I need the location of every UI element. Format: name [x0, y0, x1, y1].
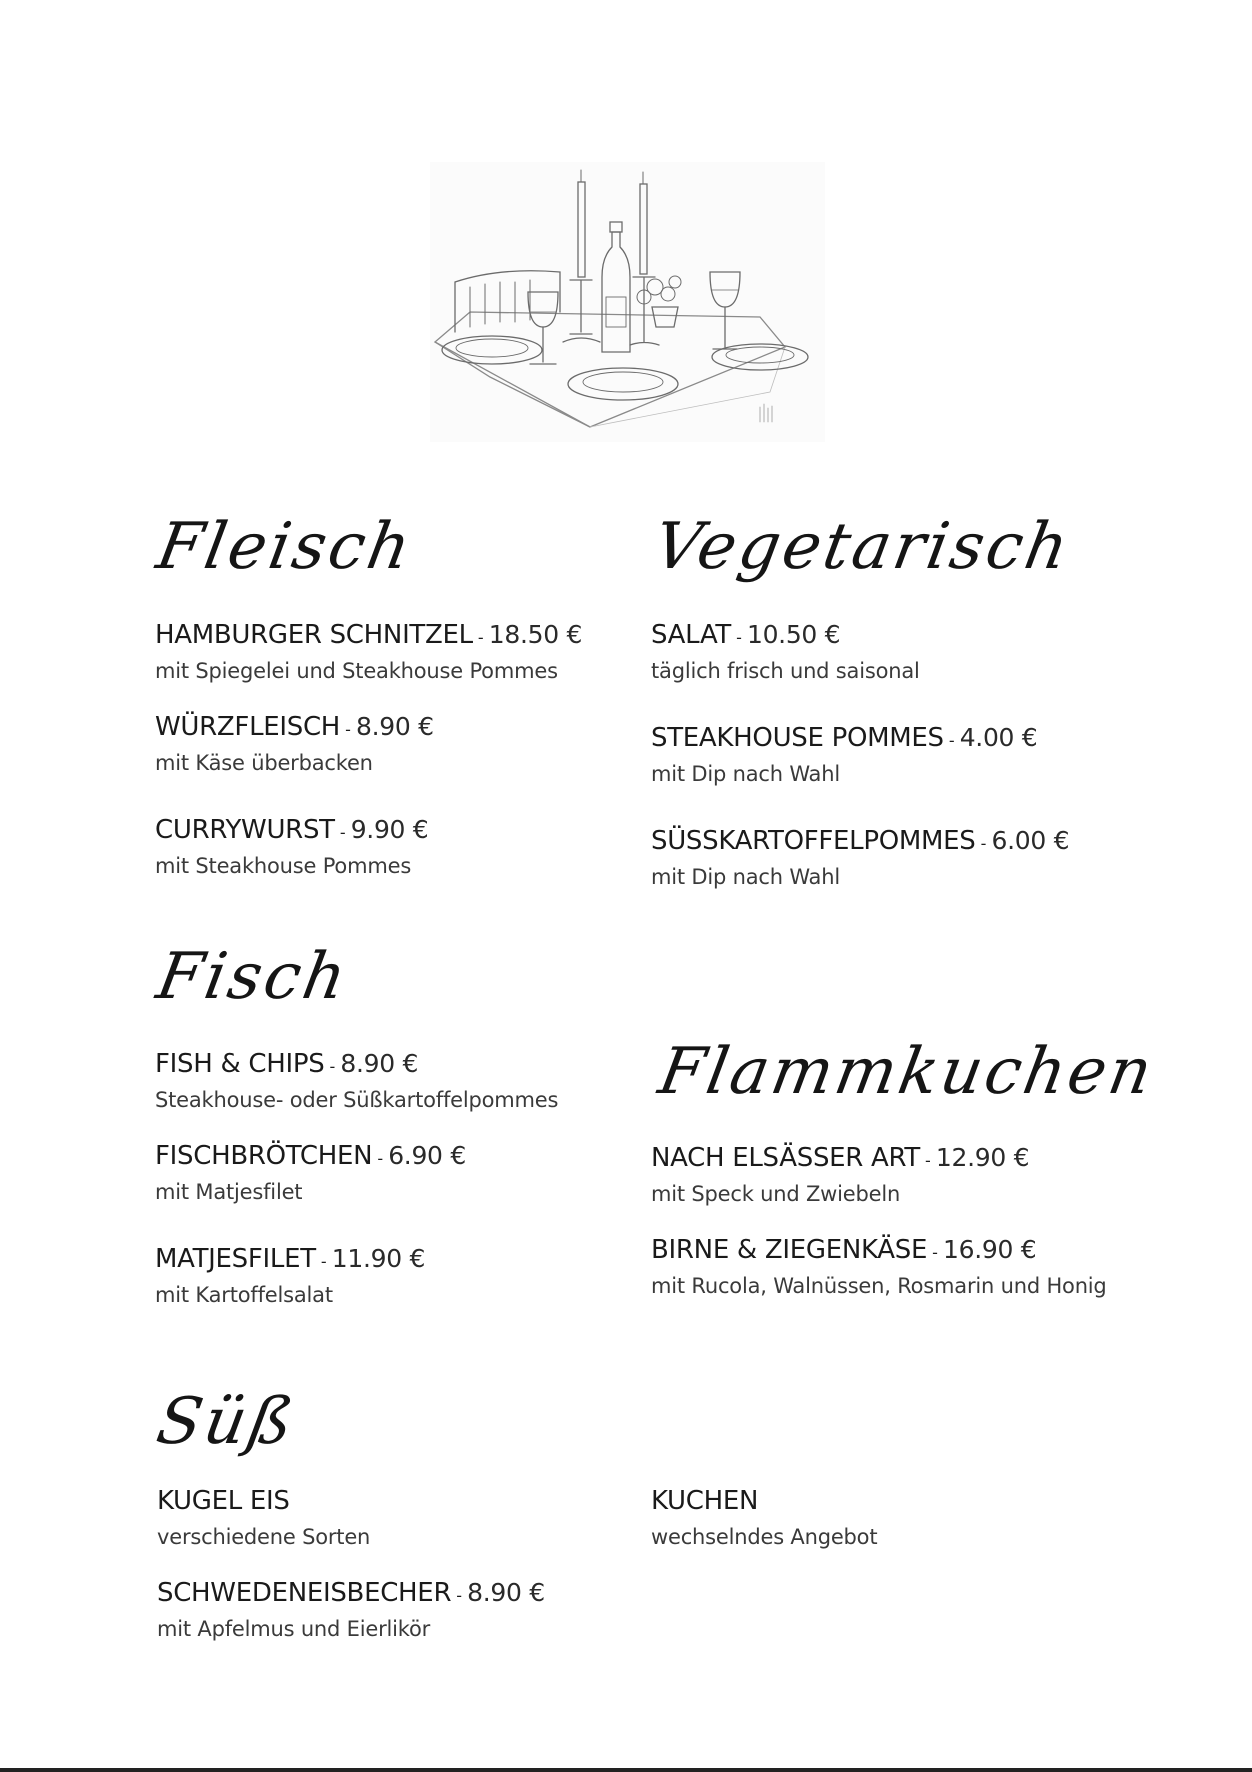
item-price: 6.90 €: [388, 1141, 466, 1170]
price-separator: -: [315, 1252, 332, 1271]
price-separator: -: [451, 1586, 468, 1605]
price-separator: -: [334, 823, 351, 842]
price-separator: -: [927, 1243, 944, 1262]
item-description: mit Steakhouse Pommes: [155, 854, 412, 879]
price-separator: -: [943, 731, 960, 750]
section-title-vegetarisch: Vegetarisch: [648, 510, 1077, 584]
item-name: CURRYWURST: [155, 815, 335, 845]
item-name: BIRNE & ZIEGENKÄSE: [651, 1235, 928, 1265]
item-description: mit Dip nach Wahl: [651, 865, 840, 890]
item-description: verschiedene Sorten: [157, 1525, 371, 1550]
item-price: 11.90 €: [331, 1244, 426, 1273]
section-title-fisch: Fisch: [151, 940, 355, 1014]
item-name: SCHWEDENEISBECHER: [157, 1578, 452, 1608]
item-description: mit Matjesfilet: [155, 1180, 303, 1205]
menu-item: [651, 723, 1171, 786]
menu-item: [651, 620, 1171, 683]
item-description: Steakhouse- oder Süßkartoffelpommes: [155, 1088, 559, 1113]
price-separator: -: [731, 628, 747, 647]
menu-item: [157, 1486, 677, 1549]
item-price: 16.90 €: [943, 1235, 1037, 1264]
menu-item: [651, 1143, 1171, 1206]
menu-item: [651, 1235, 1171, 1298]
item-name: HAMBURGER SCHNITZEL: [155, 620, 473, 650]
price-separator: -: [372, 1149, 389, 1168]
item-name: SÜSSKARTOFFELPOMMES: [651, 826, 976, 856]
item-price: 4.00 €: [959, 723, 1038, 752]
price-separator: -: [919, 1151, 936, 1170]
item-price: 8.90 €: [467, 1578, 545, 1607]
item-price: 10.50 €: [746, 620, 841, 649]
menu-item: [155, 1244, 675, 1307]
price-separator: -: [340, 720, 357, 739]
menu-item: [157, 1578, 677, 1641]
price-separator: -: [324, 1057, 341, 1076]
item-description: mit Dip nach Wahl: [651, 762, 840, 787]
section-title-suess: Süß: [151, 1385, 302, 1459]
item-name: STEAKHOUSE POMMES: [651, 723, 944, 753]
item-description: täglich frisch und saisonal: [651, 659, 920, 684]
item-description: mit Käse überbacken: [155, 751, 373, 776]
item-price: 9.90 €: [350, 815, 429, 844]
item-name: SALAT: [651, 620, 732, 650]
section-title-flammkuchen: Flammkuchen: [653, 1035, 1161, 1109]
item-description: mit Spiegelei und Steakhouse Pommes: [155, 659, 558, 684]
menu-item: [651, 826, 1171, 889]
price-separator: -: [975, 834, 992, 853]
menu-item: [155, 620, 675, 683]
item-name: KUCHEN: [651, 1486, 759, 1516]
menu-item: [651, 1486, 1171, 1549]
item-description: mit Rucola, Walnüssen, Rosmarin und Honig: [651, 1274, 1107, 1299]
item-description: wechselndes Angebot: [651, 1525, 878, 1550]
item-name: WÜRZFLEISCH: [155, 712, 341, 742]
item-price: 6.00 €: [991, 826, 1070, 855]
item-price: 18.50 €: [488, 620, 583, 649]
menu-item: [155, 1049, 675, 1112]
item-description: mit Apfelmus und Eierlikör: [157, 1617, 431, 1642]
menu-item: [155, 1141, 675, 1204]
item-price: 8.90 €: [340, 1049, 419, 1078]
item-name: NACH ELSÄSSER ART: [651, 1143, 920, 1173]
price-separator: -: [472, 628, 489, 647]
item-price: 8.90 €: [356, 712, 434, 741]
menu-item: [155, 712, 675, 775]
item-name: FISCHBRÖTCHEN: [155, 1141, 373, 1171]
item-price: 12.90 €: [935, 1143, 1030, 1172]
menu-item: [155, 815, 675, 878]
bottom-border: [0, 1768, 1252, 1772]
item-description: mit Speck und Zwiebeln: [651, 1182, 901, 1207]
item-name: MATJESFILET: [155, 1244, 316, 1274]
item-name: FISH & CHIPS: [155, 1049, 325, 1079]
item-description: mit Kartoffelsalat: [155, 1283, 333, 1308]
table-setting-illustration: [430, 162, 825, 442]
item-name: KUGEL EIS: [157, 1486, 290, 1516]
section-title-fleisch: Fleisch: [151, 510, 419, 584]
